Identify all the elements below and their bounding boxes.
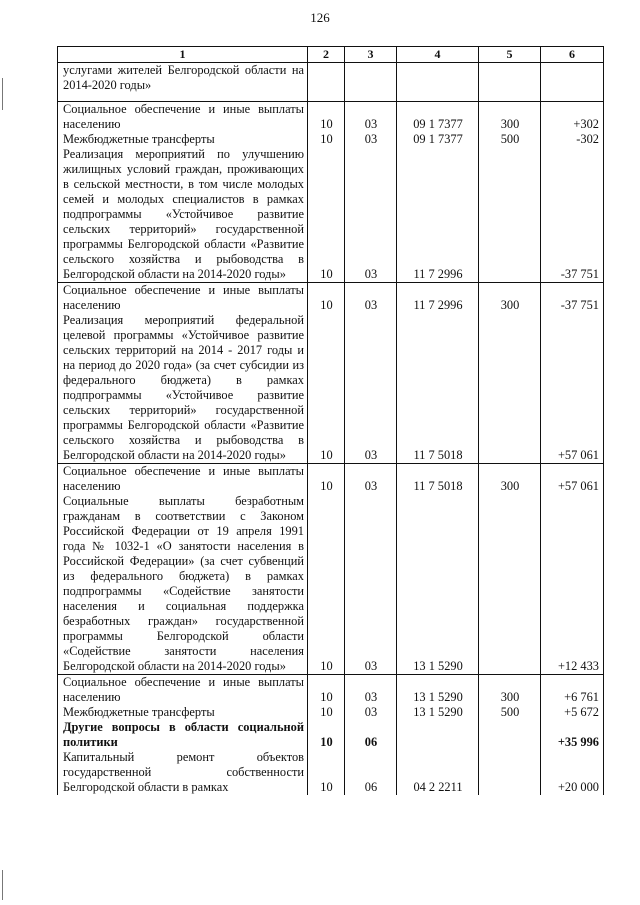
row-expense-type-code <box>479 313 541 464</box>
row-target-article-code: 09 1 7377 <box>397 132 479 147</box>
column-header: 2 <box>308 47 345 63</box>
table-row <box>58 494 604 675</box>
row-section-code <box>308 63 345 102</box>
row-expense-type-code: 300 <box>479 283 541 314</box>
row-description: услугами жителей Белгородской области на 2014-2020 годы» <box>58 63 308 102</box>
row-target-article-code: 11 7 2996 <box>397 147 479 283</box>
page-number: 126 <box>310 10 330 25</box>
row-amount: +57 061 <box>541 313 604 464</box>
row-expense-type-code <box>479 147 541 283</box>
row-subsection-code: 03 <box>345 283 397 314</box>
row-subsection-code: 03 <box>345 494 397 675</box>
row-target-article-code: 04 2 2211 <box>397 750 479 795</box>
row-description: Межбюджетные трансферты <box>58 132 308 147</box>
scan-edge-mark <box>2 870 3 900</box>
table-row <box>58 750 604 795</box>
row-description: Капитальный ремонт объектов государственной собственности Белгородской области в рамках <box>58 750 308 795</box>
row-description: Межбюджетные трансферты <box>58 705 308 720</box>
row-amount: -37 751 <box>541 147 604 283</box>
table-header-row <box>58 47 604 63</box>
row-expense-type-code: 300 <box>479 464 541 495</box>
row-section-code: 10 <box>308 705 345 720</box>
row-section-code: 10 <box>308 675 345 706</box>
row-description: Реализация мероприятий по улучшению жилищных условий граждан, проживающих в сельской местности, в том числе молодых семей и молодых специалистов в рамках подпрограммы «Устойчивое развитие сельских территорий» государственной программы Белгородской области «Развитие сельского хозяйства и рыбоводства в Белгородской области на 2014-2020 годы» <box>58 147 308 283</box>
table-row <box>58 283 604 314</box>
column-header: 6 <box>541 47 604 63</box>
table-row <box>58 675 604 706</box>
scan-edge-mark <box>2 78 3 110</box>
column-header: 5 <box>479 47 541 63</box>
table-row <box>58 720 604 750</box>
row-amount: +12 433 <box>541 494 604 675</box>
row-amount: +35 996 <box>541 720 604 750</box>
column-header: 4 <box>397 47 479 63</box>
table-row <box>58 705 604 720</box>
row-expense-type-code: 300 <box>479 102 541 133</box>
row-target-article-code: 13 1 5290 <box>397 494 479 675</box>
table-row <box>58 147 604 283</box>
table-row <box>58 313 604 464</box>
row-description: Социальное обеспечение и иные выплаты населению <box>58 464 308 495</box>
table-body <box>58 63 604 796</box>
row-section-code: 10 <box>308 132 345 147</box>
table-row <box>58 132 604 147</box>
row-section-code: 10 <box>308 283 345 314</box>
row-section-code: 10 <box>308 147 345 283</box>
table-row <box>58 464 604 495</box>
row-section-code: 10 <box>308 720 345 750</box>
table-row <box>58 63 604 102</box>
row-expense-type-code: 300 <box>479 675 541 706</box>
row-section-code: 10 <box>308 494 345 675</box>
row-target-article-code <box>397 63 479 102</box>
row-target-article-code: 11 7 2996 <box>397 283 479 314</box>
row-subsection-code: 03 <box>345 313 397 464</box>
row-description: Социальное обеспечение и иные выплаты населению <box>58 283 308 314</box>
row-subsection-code: 03 <box>345 464 397 495</box>
row-expense-type-code <box>479 720 541 750</box>
row-subsection-code: 03 <box>345 675 397 706</box>
row-target-article-code: 11 7 5018 <box>397 464 479 495</box>
row-description: Социальное обеспечение и иные выплаты населению <box>58 675 308 706</box>
row-amount <box>541 63 604 102</box>
row-section-code: 10 <box>308 102 345 133</box>
row-description: Социальное обеспечение и иные выплаты населению <box>58 102 308 133</box>
row-description: Социальные выплаты безработным гражданам в соответствии с Законом Российской Федерации от 19 апреля 1991 года № 1032-1 «О занятости населения в Российской Федерации» (за счет субвенций из федерального бюджета) в рамках подпрограммы «Содействие занятости населения и социальная поддержка безработных граждан» государственной программы Белгородской области «Содействие занятости населения Белгородской области на 2014-2020 годы» <box>58 494 308 675</box>
row-subsection-code: 03 <box>345 102 397 133</box>
row-subsection-code: 03 <box>345 132 397 147</box>
row-amount: -37 751 <box>541 283 604 314</box>
row-amount: -302 <box>541 132 604 147</box>
row-description: Другие вопросы в области социальной политики <box>58 720 308 750</box>
row-expense-type-code <box>479 63 541 102</box>
row-subsection-code: 06 <box>345 720 397 750</box>
row-amount: +6 761 <box>541 675 604 706</box>
row-target-article-code: 09 1 7377 <box>397 102 479 133</box>
row-target-article-code <box>397 720 479 750</box>
column-header: 1 <box>58 47 308 63</box>
row-subsection-code: 03 <box>345 147 397 283</box>
row-target-article-code: 13 1 5290 <box>397 675 479 706</box>
row-subsection-code <box>345 63 397 102</box>
row-expense-type-code: 500 <box>479 705 541 720</box>
row-section-code: 10 <box>308 464 345 495</box>
row-target-article-code: 13 1 5290 <box>397 705 479 720</box>
row-amount: +302 <box>541 102 604 133</box>
row-subsection-code: 03 <box>345 705 397 720</box>
row-subsection-code: 06 <box>345 750 397 795</box>
row-section-code: 10 <box>308 313 345 464</box>
row-description: Реализация мероприятий федеральной целевой программы «Устойчивое развитие сельских территорий на 2014 - 2017 годы и на период до 2020 года» (за счет субсидии из федерального бюджета) в рамках подпрограммы «Устойчивое развитие сельских территорий» государственной программы Белгородской области «Развитие сельского хозяйства и рыбоводства в Белгородской области на 2014-2020 годы» <box>58 313 308 464</box>
row-amount: +20 000 <box>541 750 604 795</box>
row-section-code: 10 <box>308 750 345 795</box>
row-expense-type-code <box>479 750 541 795</box>
row-amount: +57 061 <box>541 464 604 495</box>
column-header: 3 <box>345 47 397 63</box>
row-target-article-code: 11 7 5018 <box>397 313 479 464</box>
row-expense-type-code: 500 <box>479 132 541 147</box>
table-row <box>58 102 604 133</box>
row-expense-type-code <box>479 494 541 675</box>
budget-table <box>57 46 604 795</box>
row-amount: +5 672 <box>541 705 604 720</box>
